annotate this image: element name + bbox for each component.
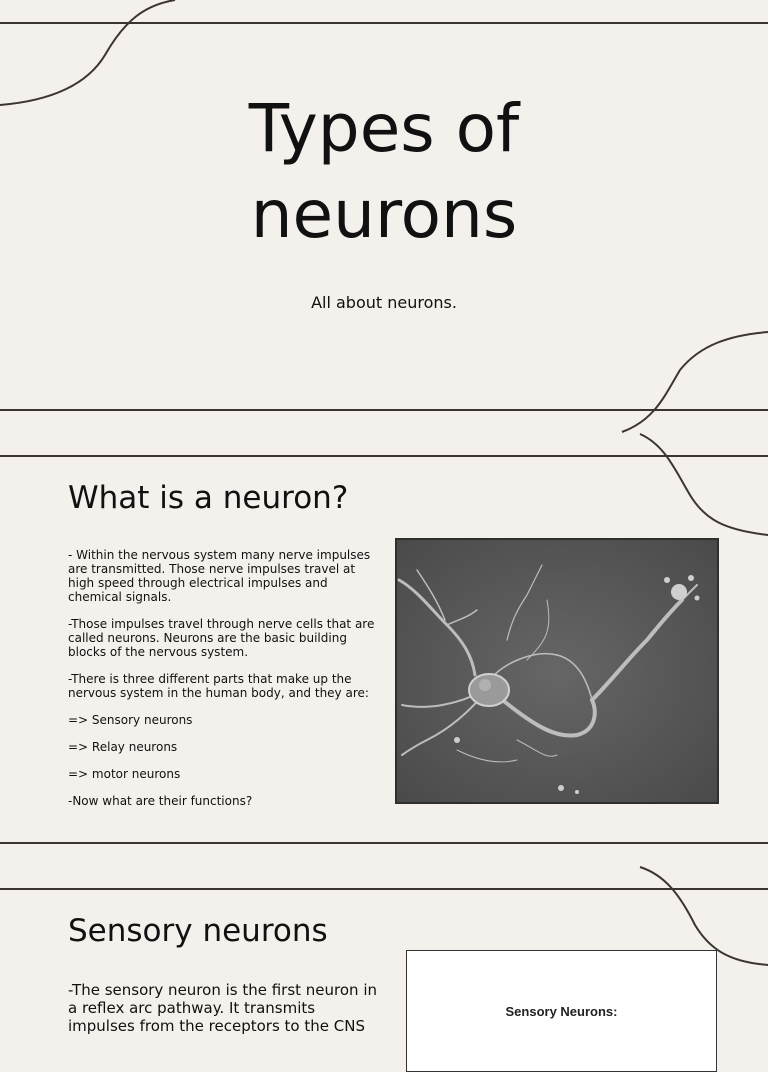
slide-border — [0, 888, 768, 890]
definition-text — [68, 548, 378, 821]
slide-subtitle: All about neurons. — [311, 293, 457, 312]
list-item: => Relay neurons — [68, 740, 178, 754]
paragraph: - Within the nervous system many nerve impulses are transmitted. Those nerve impulses travel at high speed through electrical impulses and chemical signals. — [68, 548, 371, 604]
slide-border — [0, 409, 768, 411]
title-line-2: neurons — [250, 176, 518, 253]
slide-border — [0, 842, 768, 844]
title-slide — [0, 0, 768, 410]
card-title: Sensory Neurons: — [505, 1004, 618, 1019]
slide-border-top — [0, 22, 768, 24]
title-line-1: Types of — [248, 90, 520, 167]
paragraph: -Those impulses travel through nerve cells that are called neurons. Neurons are the basic building blocks of the nervous system. — [68, 617, 375, 659]
paragraph: -Now what are their functions? — [68, 794, 253, 808]
neuron-icon — [397, 540, 717, 802]
list-item: => motor neurons — [68, 767, 181, 781]
paragraph: -There is three different parts that make up the nervous system in the human body, and they are: — [68, 672, 369, 700]
slide-border — [0, 455, 768, 457]
slide-title — [0, 86, 768, 258]
section-heading-what-is-neuron: What is a neuron? — [68, 480, 349, 516]
list-item: => Sensory neurons — [68, 713, 193, 727]
section-heading-sensory-neurons: Sensory neurons — [68, 913, 328, 949]
sensory-neurons-diagram-card — [406, 950, 717, 1072]
sensory-neuron-text: -The sensory neuron is the first neuron in a reflex arc pathway. It transmits impulses from the receptors to the CNS — [68, 981, 378, 1035]
neuron-micrograph-image — [395, 538, 719, 804]
